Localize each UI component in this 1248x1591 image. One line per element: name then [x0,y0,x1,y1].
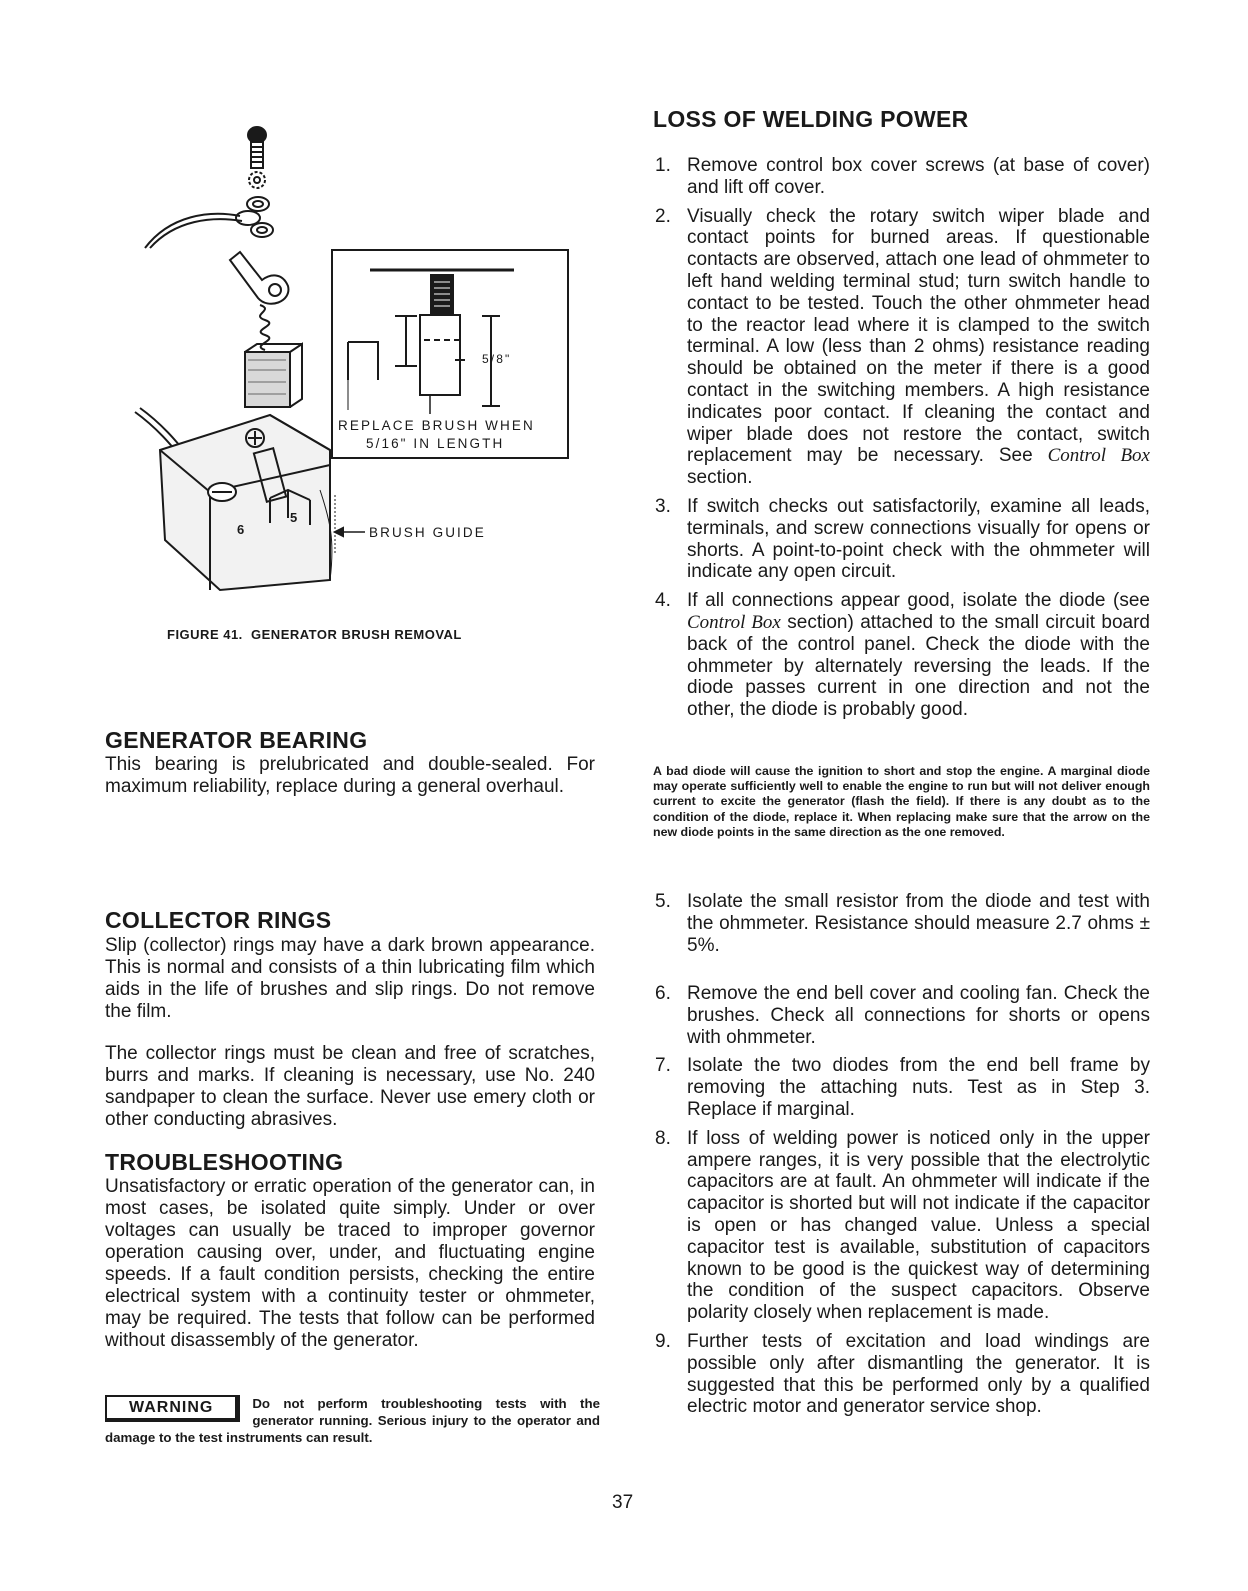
terminal-6-label: 6 [237,522,245,537]
terminal-5-label: 5 [290,510,298,525]
list-item: 9. Further tests of excitation and load windings are possible only after dismantling the generator. It is suggested that this be performed only by a qualified electric motor and generator service shop. [655,1330,1150,1418]
steps-list-b [652,983,1150,1425]
brush-guide-label: BRUSH GUIDE [369,525,486,540]
warning-block [105,1395,600,1446]
list-item: 1. Remove control box cover screws (at base of cover) and lift off cover. [655,155,1150,198]
collector-p2: The collector rings must be clean and free of scratches, burrs and marks. If cleaning is necessary, use No. 240 sandpaper to clean the surface. Never use emery cloth or other conducting abrasives. [105,1043,595,1130]
list-item: 2. Visually check the rotary switch wiper blade and contact points for burned areas. If questionable contacts are observed, attach one lead of ohmmeter to left hand welding terminal stud; turn switch handle to contact to be tested. Touch the other ohmmeter head to the reactor lead where it is clamped to the switch terminal. A low (less than 2 ohms) resistance reading should be obtained on the meter if there is a good contact in the switching members. A high resistance indicates poor contact. If cleaning the contact and wiper blade does not restore the contact, switch replacement may be necessary. See Control Box section. [655,205,1150,489]
collector-p1: Slip (collector) rings may have a dark brown appearance. This is normal and consists of a thin lubricating film which aids in the life of brushes and slip rings. Do not remove the film. [105,935,595,1022]
brush-removal-illustration [130,120,580,600]
inset-label-line1: REPLACE BRUSH WHEN [338,418,535,433]
troubleshooting-heading: TROUBLESHOOTING [105,1149,344,1175]
spade-terminal [230,252,288,304]
list-item: 4. If all connections appear good, isolate the diode (see Control Box section) attached to the small circuit board back of the control panel. Check the diode with the ohmmeter by alternately reversing the leads. If the diode passes current in one direction and not the other, the diode is probably good. [655,590,1150,721]
troubleshooting-text: Unsatisfactory or erratic operation of the generator can, in most cases, be isolated quite simply. Under or over voltages can usually be traced to improper governor operation causing over, under, and fluctuating engine speeds. If a fault condition persists, checking the entire electrical system with a continuity tester or ohmmeter, may be required. The tests that follow can be performed without disassembly of the generator. [105,1176,595,1351]
brush-holder-housing [160,415,332,590]
step-5 [652,891,1150,963]
bearing-text: This bearing is prelubricated and double-sealed. For maximum reliability, replace during a general overhaul. [105,754,595,797]
figure-caption: FIGURE 41. GENERATOR BRUSH REMOVAL [167,627,462,642]
warning-label: WARNING [105,1395,240,1422]
lock-washer-icon [249,172,265,188]
bearing-heading: GENERATOR BEARING [105,727,368,753]
list-item: 6. Remove the end bell cover and cooling fan. Check the brushes. Check all connections for shorts or opens with ohmmeter. [655,983,1150,1048]
list-item: 7. Isolate the two diodes from the end bell frame by removing the attaching nuts. Test as in Step 3. Replace if marginal. [655,1055,1150,1120]
screw-icon [248,127,266,168]
collector-heading: COLLECTOR RINGS [105,907,332,933]
list-item: 8. If loss of welding power is noticed only in the upper ampere ranges, it is very possible that the electrolytic capacitors are at fault. An ohmmeter will indicate if the capacitor is shorted but will not indicate if the capacitor is open or has changed value. Unless a special capacitor test is available, substitution of capacitors known to be good is the quickest way of determining the condition of the suspect capacitors. Observe polarity closely when replacement is made. [655,1127,1150,1324]
list-item: 5. Isolate the small resistor from the diode and test with the ohmmeter. Resistance should measure 2.7 ohms ± 5%. [655,891,1150,956]
inset-label-line2: 5/16" IN LENGTH [366,436,505,451]
diode-note: A bad diode will cause the ignition to short and stop the engine. A marginal diode may operate sufficiently well to enable the engine to run but will not deliver enough current to excite the generator (flash the field). If there is any doubt as to the condition of the diode, replace it. When replacing make sure that the arrow on the new diode points in the same direction as the one removed. [653,764,1150,839]
figure-41 [130,120,580,600]
loss-power-heading: LOSS OF WELDING POWER [653,106,969,132]
warning-text: Do not perform troubleshooting tests with the generator running. Serious injury to the operator and damage to the test instruments can result. [105,1396,600,1445]
steps-list-a [652,155,1150,728]
page-number: 37 [612,1492,634,1513]
list-item: 3. If switch checks out satisfactorily, examine all leads, terminals, and screw connections visually for opens or shorts. A point-to-point check with the ohmmeter will indicate any open circuit. [655,495,1150,583]
dimension-label: 5/8" [482,352,512,366]
brush-icon [245,344,302,407]
